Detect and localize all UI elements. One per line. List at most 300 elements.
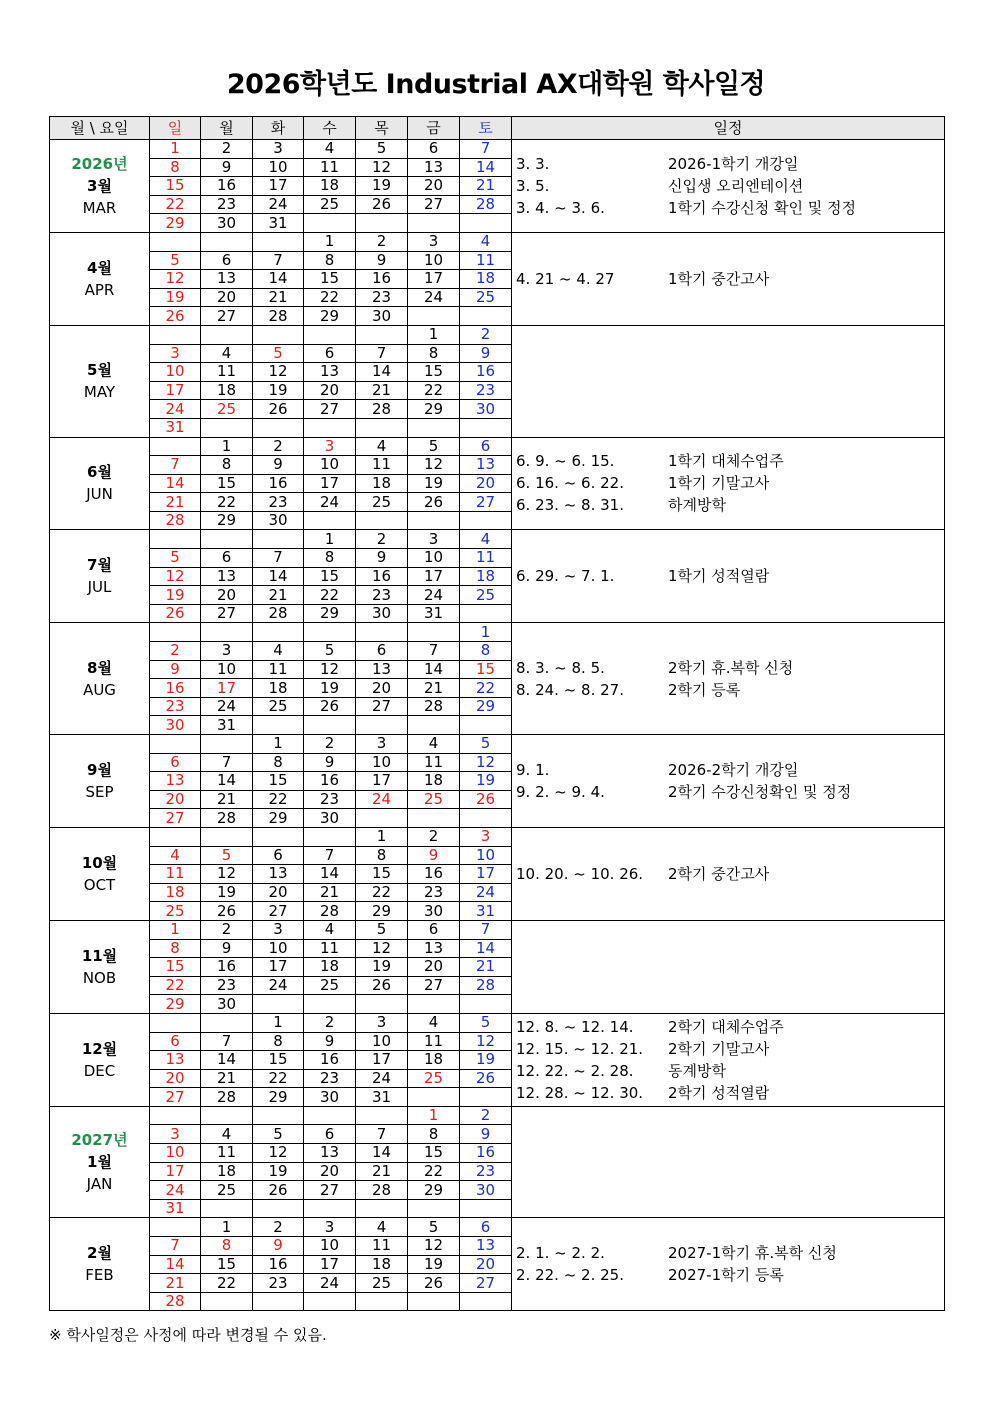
day-cell: 22 — [201, 1274, 253, 1293]
day-cell: 16 — [460, 363, 512, 382]
schedule-text: 2학기 성적열람 — [668, 1083, 770, 1102]
day-cell: 14 — [201, 1051, 253, 1070]
day-cell: 2 — [460, 325, 512, 344]
month-label: 1월 — [87, 1153, 112, 1172]
day-cell: 9 — [356, 251, 408, 270]
day-cell: 2 — [201, 140, 253, 159]
day-cell: 31 — [150, 418, 201, 437]
day-cell: 5 — [253, 1125, 304, 1144]
schedule-cell — [512, 1013, 945, 1106]
day-cell: 9 — [356, 549, 408, 568]
day-cell: 20 — [304, 1162, 356, 1181]
schedule-cell — [512, 325, 945, 437]
day-cell: 19 — [253, 1162, 304, 1181]
day-cell: 23 — [253, 493, 304, 512]
header-day: 토 — [460, 117, 512, 140]
day-cell: 10 — [304, 1237, 356, 1256]
schedule-text: 2027-1학기 휴.복학 신청 — [668, 1244, 837, 1263]
schedule-item — [516, 450, 944, 472]
month-label: 5월 — [87, 361, 112, 380]
day-cell: 18 — [201, 381, 253, 400]
day-cell: 24 — [201, 697, 253, 716]
day-cell: 7 — [408, 642, 460, 661]
day-cell: 18 — [408, 1051, 460, 1070]
day-cell — [356, 809, 408, 828]
day-cell: 14 — [150, 474, 201, 493]
day-cell: 9 — [460, 1125, 512, 1144]
day-cell: 13 — [253, 865, 304, 884]
day-cell: 17 — [253, 177, 304, 196]
header-day: 목 — [356, 117, 408, 140]
day-cell: 1 — [408, 1106, 460, 1125]
schedule-date: 8. 3. ~ 8. 5. — [516, 658, 605, 677]
day-cell: 2 — [356, 530, 408, 549]
day-cell: 28 — [460, 195, 512, 214]
schedule-date: 3. 3. — [516, 154, 550, 173]
day-cell: 17 — [150, 381, 201, 400]
day-cell: 3 — [304, 437, 356, 456]
schedule-date: 4. 21 ~ 4. 27 — [516, 269, 615, 288]
day-cell: 27 — [408, 976, 460, 995]
day-cell: 30 — [460, 1181, 512, 1200]
day-cell: 30 — [304, 809, 356, 828]
day-cell: 21 — [201, 790, 253, 809]
day-cell — [253, 623, 304, 642]
day-cell: 19 — [356, 958, 408, 977]
day-cell: 6 — [150, 1032, 201, 1051]
day-cell: 6 — [304, 1125, 356, 1144]
day-cell — [356, 511, 408, 530]
day-cell — [253, 1199, 304, 1218]
schedule-date: 3. 5. — [516, 176, 550, 195]
day-cell: 22 — [356, 883, 408, 902]
day-cell: 28 — [253, 604, 304, 623]
day-cell — [201, 325, 253, 344]
day-cell: 22 — [150, 976, 201, 995]
day-cell: 25 — [201, 1181, 253, 1200]
day-cell: 23 — [253, 1274, 304, 1293]
schedule-date: 9. 1. — [516, 760, 550, 779]
month-cell — [50, 623, 150, 735]
calendar-table — [49, 116, 945, 1311]
day-cell — [356, 1199, 408, 1218]
schedule-item — [516, 1038, 944, 1060]
day-cell: 14 — [408, 660, 460, 679]
day-cell: 4 — [253, 642, 304, 661]
day-cell: 11 — [356, 1237, 408, 1256]
month-english: APR — [84, 280, 115, 299]
day-cell: 3 — [356, 1013, 408, 1032]
day-cell: 11 — [460, 251, 512, 270]
day-cell: 12 — [201, 865, 253, 884]
day-cell — [356, 325, 408, 344]
day-cell: 3 — [408, 530, 460, 549]
day-cell: 27 — [356, 697, 408, 716]
schedule-item — [516, 472, 944, 494]
day-cell: 22 — [304, 288, 356, 307]
day-cell: 16 — [460, 1144, 512, 1163]
day-cell — [408, 995, 460, 1014]
schedule-date: 6. 9. ~ 6. 15. — [516, 452, 615, 471]
schedule-cell — [512, 437, 945, 530]
day-cell: 2 — [460, 1106, 512, 1125]
footnote: ※ 학사일정은 사정에 따라 변경될 수 있음. — [49, 1326, 327, 1344]
schedule-item — [516, 781, 944, 803]
day-cell: 30 — [201, 214, 253, 233]
day-cell: 18 — [356, 1255, 408, 1274]
schedule-cell — [512, 920, 945, 1013]
day-cell: 23 — [356, 288, 408, 307]
day-cell — [408, 1088, 460, 1107]
day-cell: 17 — [356, 772, 408, 791]
schedule-text: 1학기 대체수업주 — [668, 452, 784, 471]
day-cell: 19 — [201, 883, 253, 902]
schedule-item — [516, 1082, 944, 1104]
week-row — [50, 437, 945, 456]
day-cell: 27 — [460, 493, 512, 512]
schedule-item — [516, 565, 944, 587]
day-cell: 8 — [356, 846, 408, 865]
month-english: MAY — [83, 383, 116, 402]
week-row — [50, 325, 945, 344]
day-cell: 30 — [356, 307, 408, 326]
day-cell: 16 — [356, 567, 408, 586]
day-cell: 19 — [356, 177, 408, 196]
day-cell: 28 — [356, 400, 408, 419]
day-cell: 14 — [460, 939, 512, 958]
day-cell: 26 — [150, 604, 201, 623]
day-cell: 6 — [408, 920, 460, 939]
day-cell: 30 — [304, 1088, 356, 1107]
day-cell: 29 — [460, 697, 512, 716]
schedule-item — [516, 268, 944, 290]
header-day: 금 — [408, 117, 460, 140]
schedule-text: 1학기 기말고사 — [668, 474, 770, 493]
day-cell — [201, 735, 253, 754]
schedule-date: 12. 8. ~ 12. 14. — [516, 1017, 634, 1036]
month-cell — [50, 920, 150, 1013]
day-cell: 4 — [304, 140, 356, 159]
day-cell — [201, 232, 253, 251]
schedule-item — [516, 494, 944, 516]
day-cell: 7 — [201, 753, 253, 772]
day-cell: 9 — [304, 1032, 356, 1051]
day-cell — [356, 214, 408, 233]
day-cell — [304, 716, 356, 735]
month-label: 7월 — [87, 556, 112, 575]
day-cell: 29 — [253, 809, 304, 828]
day-cell: 19 — [253, 381, 304, 400]
day-cell: 19 — [408, 474, 460, 493]
day-cell: 6 — [460, 1218, 512, 1237]
day-cell: 20 — [150, 790, 201, 809]
day-cell: 25 — [460, 288, 512, 307]
month-english: DEC — [83, 1061, 116, 1080]
day-cell: 11 — [201, 1144, 253, 1163]
day-cell: 23 — [201, 976, 253, 995]
day-cell: 18 — [304, 177, 356, 196]
day-cell: 11 — [150, 865, 201, 884]
day-cell: 22 — [460, 679, 512, 698]
day-cell: 12 — [356, 939, 408, 958]
day-cell: 9 — [460, 344, 512, 363]
day-cell: 19 — [150, 586, 201, 605]
day-cell — [408, 1199, 460, 1218]
month-label: 8월 — [87, 658, 112, 677]
day-cell: 28 — [201, 1088, 253, 1107]
day-cell — [150, 1218, 201, 1237]
schedule-cell — [512, 232, 945, 325]
day-cell — [408, 511, 460, 530]
header-day: 수 — [304, 117, 356, 140]
day-cell: 23 — [201, 195, 253, 214]
schedule-cell — [512, 827, 945, 920]
day-cell: 29 — [253, 1088, 304, 1107]
day-cell: 28 — [356, 1181, 408, 1200]
month-label: 12월 — [81, 1039, 118, 1058]
day-cell: 19 — [460, 772, 512, 791]
day-cell: 14 — [304, 865, 356, 884]
day-cell: 18 — [408, 772, 460, 791]
day-cell: 5 — [201, 846, 253, 865]
day-cell: 25 — [356, 1274, 408, 1293]
schedule-cell — [512, 1218, 945, 1311]
day-cell — [253, 325, 304, 344]
day-cell: 8 — [460, 642, 512, 661]
month-english: JUL — [87, 578, 112, 597]
day-cell: 27 — [304, 400, 356, 419]
day-cell: 20 — [356, 679, 408, 698]
day-cell: 1 — [253, 1013, 304, 1032]
schedule-text: 하계방학 — [668, 496, 726, 515]
day-cell: 1 — [150, 140, 201, 159]
day-cell: 5 — [150, 549, 201, 568]
day-cell: 20 — [460, 1255, 512, 1274]
day-cell: 20 — [201, 288, 253, 307]
day-cell: 24 — [253, 976, 304, 995]
day-cell: 19 — [460, 1051, 512, 1070]
day-cell: 5 — [304, 642, 356, 661]
day-cell: 12 — [150, 567, 201, 586]
day-cell: 16 — [201, 177, 253, 196]
day-cell: 18 — [304, 958, 356, 977]
day-cell: 3 — [150, 1125, 201, 1144]
day-cell: 17 — [304, 1255, 356, 1274]
schedule-date: 3. 4. ~ 3. 6. — [516, 198, 605, 217]
month-label: 3월 — [87, 176, 112, 195]
day-cell: 26 — [356, 976, 408, 995]
week-row — [50, 1106, 945, 1125]
day-cell: 26 — [150, 307, 201, 326]
day-cell: 14 — [253, 270, 304, 289]
day-cell: 5 — [253, 344, 304, 363]
day-cell: 3 — [356, 735, 408, 754]
day-cell — [408, 623, 460, 642]
day-cell: 3 — [253, 920, 304, 939]
day-cell: 29 — [150, 214, 201, 233]
day-cell: 8 — [304, 251, 356, 270]
month-label: 2월 — [87, 1244, 112, 1263]
week-row — [50, 623, 945, 642]
day-cell — [150, 735, 201, 754]
schedule-cell — [512, 735, 945, 828]
day-cell: 1 — [304, 530, 356, 549]
schedule-cell — [512, 1106, 945, 1218]
day-cell: 11 — [304, 158, 356, 177]
day-cell: 17 — [460, 865, 512, 884]
week-row — [50, 735, 945, 754]
day-cell — [253, 716, 304, 735]
day-cell: 16 — [253, 474, 304, 493]
day-cell — [253, 1106, 304, 1125]
month-cell — [50, 827, 150, 920]
header-schedule: 일정 — [512, 117, 945, 140]
day-cell: 12 — [460, 1032, 512, 1051]
day-cell: 7 — [253, 549, 304, 568]
day-cell: 17 — [150, 1162, 201, 1181]
day-cell: 18 — [201, 1162, 253, 1181]
day-cell: 15 — [253, 772, 304, 791]
day-cell: 4 — [201, 1125, 253, 1144]
day-cell: 29 — [304, 307, 356, 326]
day-cell: 3 — [460, 827, 512, 846]
day-cell: 22 — [201, 493, 253, 512]
month-label: 10월 — [81, 853, 118, 872]
day-cell: 13 — [304, 1144, 356, 1163]
day-cell: 15 — [356, 865, 408, 884]
day-cell: 7 — [460, 920, 512, 939]
day-cell: 4 — [460, 530, 512, 549]
day-cell: 30 — [150, 716, 201, 735]
day-cell: 22 — [304, 586, 356, 605]
day-cell: 12 — [304, 660, 356, 679]
day-cell: 23 — [356, 586, 408, 605]
day-cell: 25 — [150, 902, 201, 921]
day-cell: 13 — [304, 363, 356, 382]
day-cell: 4 — [356, 1218, 408, 1237]
schedule-date: 9. 2. ~ 9. 4. — [516, 782, 605, 801]
day-cell: 11 — [253, 660, 304, 679]
day-cell: 1 — [304, 232, 356, 251]
month-cell — [50, 140, 150, 233]
day-cell — [150, 530, 201, 549]
page-title: 2026학년도 Industrial AX대학원 학사일정 — [226, 69, 766, 100]
day-cell: 24 — [253, 195, 304, 214]
day-cell: 17 — [356, 1051, 408, 1070]
schedule-cell — [512, 623, 945, 735]
month-english: OCT — [83, 875, 116, 894]
day-cell: 13 — [408, 939, 460, 958]
day-cell — [304, 1106, 356, 1125]
day-cell: 12 — [253, 1144, 304, 1163]
day-cell: 13 — [201, 270, 253, 289]
day-cell: 10 — [304, 456, 356, 475]
month-cell — [50, 1013, 150, 1106]
day-cell: 15 — [150, 177, 201, 196]
schedule-text: 2026-2학기 개강일 — [668, 760, 799, 779]
day-cell: 27 — [304, 1181, 356, 1200]
day-cell: 27 — [253, 902, 304, 921]
day-cell — [408, 1292, 460, 1311]
day-cell: 20 — [253, 883, 304, 902]
schedule-cell — [512, 140, 945, 233]
schedule-item — [516, 759, 944, 781]
day-cell: 11 — [408, 1032, 460, 1051]
day-cell: 28 — [201, 809, 253, 828]
day-cell: 11 — [304, 939, 356, 958]
day-cell: 26 — [408, 1274, 460, 1293]
day-cell: 27 — [150, 1088, 201, 1107]
day-cell: 31 — [201, 716, 253, 735]
schedule-text: 2학기 휴.복학 신청 — [668, 658, 794, 677]
day-cell: 2 — [253, 1218, 304, 1237]
day-cell: 16 — [304, 1051, 356, 1070]
day-cell: 2 — [408, 827, 460, 846]
day-cell: 22 — [150, 195, 201, 214]
day-cell: 17 — [304, 474, 356, 493]
week-row — [50, 140, 945, 159]
day-cell: 19 — [408, 1255, 460, 1274]
day-cell: 16 — [150, 679, 201, 698]
day-cell: 25 — [356, 493, 408, 512]
header-day: 월 — [201, 117, 253, 140]
day-cell: 9 — [408, 846, 460, 865]
day-cell: 16 — [253, 1255, 304, 1274]
day-cell: 4 — [356, 437, 408, 456]
day-cell: 10 — [460, 846, 512, 865]
month-english: AUG — [83, 680, 116, 699]
day-cell: 9 — [150, 660, 201, 679]
day-cell: 17 — [408, 270, 460, 289]
day-cell: 13 — [201, 567, 253, 586]
day-cell — [356, 995, 408, 1014]
day-cell: 10 — [150, 363, 201, 382]
day-cell: 9 — [201, 939, 253, 958]
day-cell — [150, 623, 201, 642]
day-cell — [460, 418, 512, 437]
day-cell: 15 — [304, 270, 356, 289]
day-cell: 4 — [150, 846, 201, 865]
day-cell: 20 — [408, 958, 460, 977]
day-cell: 18 — [460, 567, 512, 586]
day-cell: 24 — [356, 790, 408, 809]
day-cell: 8 — [150, 939, 201, 958]
day-cell: 27 — [201, 604, 253, 623]
day-cell: 8 — [150, 158, 201, 177]
day-cell — [150, 1106, 201, 1125]
schedule-item — [516, 679, 944, 701]
month-cell — [50, 1106, 150, 1218]
day-cell: 22 — [408, 1162, 460, 1181]
day-cell: 15 — [304, 567, 356, 586]
schedule-date: 12. 15. ~ 12. 21. — [516, 1039, 644, 1058]
schedule-text: 2학기 등록 — [668, 680, 741, 699]
week-row — [50, 1218, 945, 1237]
schedule-text: 2학기 수강신청확인 및 정정 — [668, 782, 852, 801]
schedule-item — [516, 1060, 944, 1082]
schedule-date: 10. 20. ~ 10. 26. — [516, 864, 644, 883]
schedule-text: 1학기 중간고사 — [668, 269, 770, 288]
schedule-date: 2. 22. ~ 2. 25. — [516, 1266, 624, 1285]
month-cell — [50, 530, 150, 623]
day-cell: 24 — [150, 400, 201, 419]
header-day: 일 — [150, 117, 201, 140]
month-english: NOB — [82, 968, 117, 987]
day-cell: 3 — [304, 1218, 356, 1237]
day-cell: 31 — [408, 604, 460, 623]
day-cell: 16 — [408, 865, 460, 884]
header-corner: 월 \ 요일 — [50, 117, 150, 140]
